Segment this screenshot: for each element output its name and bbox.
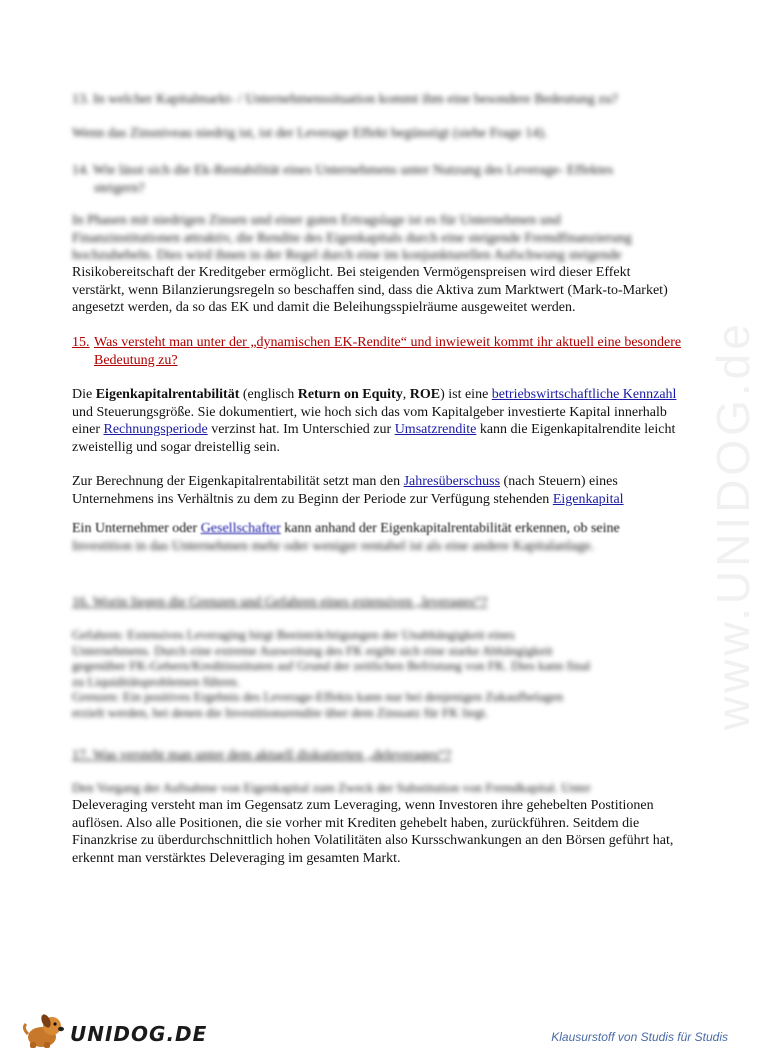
footer-tagline: Klausurstoff von Studis für Studis	[551, 1030, 728, 1044]
dog-mascot-icon	[22, 1012, 68, 1050]
roe-investor-paragraph: Ein Unternehmer oder Gesellschafter kann anhand der Eigenkapitalrentabilität erkennen, ob seine Investition in das Unternehmen mehr oder weniger rentabel ist als eine andere Kapitalanlage.	[72, 521, 620, 554]
link-umsatzrendite[interactable]: Umsatzrendite	[394, 422, 477, 437]
question-14: 14. Wie lässt sich die Ek-Rentabilität eines Unternehmens unter Nutzung des Leverage- Effektes steigern?	[72, 163, 614, 196]
unidog-logo	[22, 1012, 208, 1052]
link-betriebswirtschaftliche-kennzahl[interactable]: betriebswirtschaftliche Kennzahl	[491, 387, 677, 402]
link-jahresueberschuss[interactable]: Jahresüberschuss	[403, 474, 501, 489]
answer-16: Gefahren: Extensives Leveraging birgt Beeinträchtigungen der Unabhängigkeit eines Unternehmens. Durch eine extreme Ausweitung des FK ergibt sich eine starke Abhängigkeit gegenüber FK-Gebern/Kreditinstituten auf Grund der zeitlichen Befristung von FK. Dies kann final zu Liquiditätsproblemen führen. Grenzen: Ein positives Ergebnis des Leverage-Effekts kann nur bei denjenigen Zukaufbelagen erzielt werden, bei denen die Investitionsrendite über dem Zinssatz für FK liegt.	[72, 627, 591, 720]
roe-calculation-paragraph: Zur Berechnung der Eigenkapitalrentabilität setzt man den Jahresüberschuss (nach Steuern) eines Unternehmens ins Verhältnis zu dem zu Beginn der Periode zur Verfügung stehenden Eigenkapital	[72, 474, 624, 507]
question-13: 13. In welcher Kapitalmarkt- / Unternehmenssituation kommt ihm eine besondere Bedeutung zu?	[72, 92, 618, 107]
link-gesellschafter[interactable]: Gesellschafter	[200, 521, 281, 536]
answer-17-blurred: Den Vorgang der Aufnahme von Eigenkapital zum Zweck der Substitution von Fremdkapital. Unter	[72, 780, 591, 795]
link-rechnungsperiode[interactable]: Rechnungsperiode	[103, 422, 208, 437]
link-eigenkapital[interactable]: Eigenkapital	[552, 491, 624, 507]
question-17: 17. Was versteht man unter dem aktuell diskutierten „deleverages“?	[72, 748, 452, 763]
answer-14-blurred: In Phasen mit niedrigen Zinsen und einer guten Ertragslage ist es für Unternehmen und Finanzinstitutionen attraktiv, die Rendite des Eigenkapitals durch eine steigende Fremdfinanzierung hochzuhebeln. Dies wird ihnen in der Regel durch eine im konjunkturellen Aufschwung steigende	[72, 213, 632, 263]
logo-text: UNIDOG.DE	[70, 1022, 208, 1046]
answer-17-text: Deleveraging versteht man im Gegensatz zum Leveraging, wenn Investoren ihre gehebelten Postitionen auflösen. Also alle Positionen, die sie vorher mit Krediten gehebelt haben, zurückführen. Seitdem die Finanzkrise zu überdurchschnittlich hohen Volatilitäten also Kursschwankungen an den Börsen geführt hat, erkennt man verstärktes Deleveraging im gesamten Markt.	[72, 798, 674, 866]
answer-14-text: Risikobereitschaft der Kreditgeber ermöglicht. Bei steigenden Vermögenspreisen wird dieser Effekt verstärkt, wenn Bilanzierungsregeln so beschaffen sind, dass die Aktiva zum Marktwert (Mark-to-Market) angesetzt werden, da so das EK und damit die Beleihungsspielräume ausgeweitet werden.	[72, 265, 668, 315]
question-16: 16. Worin liegen die Grenzen und Gefahren eines extensiven „leverages“?	[72, 595, 488, 610]
answer-13: Wenn das Zinsniveau niedrig ist, ist der Leverage Effekt begünstigt (siehe Frage 14).	[72, 126, 548, 141]
question-15: 15. Was versteht man unter der „dynamischen EK-Rendite“ und inwieweit kommt ihr aktuell eine besondere Bedeutung zu?	[72, 335, 682, 368]
roe-definition-paragraph: Die Eigenkapitalrentabilität (englisch Return on Equity, ROE) ist eine betriebswirtschaftliche Kennzahl und Steuerungsgröße. Sie dokumentiert, wie hoch sich das vom Kapitalgeber investierte Kapital innerhalb einer Rechnungsperiode verzinst hat. Im Unterschied zur Umsatzrendite kann die Eigenkapitalrendite leicht zweistellig und sogar dreistellig sein.	[72, 387, 677, 455]
watermark: www.UNIDOG.de	[707, 320, 759, 730]
